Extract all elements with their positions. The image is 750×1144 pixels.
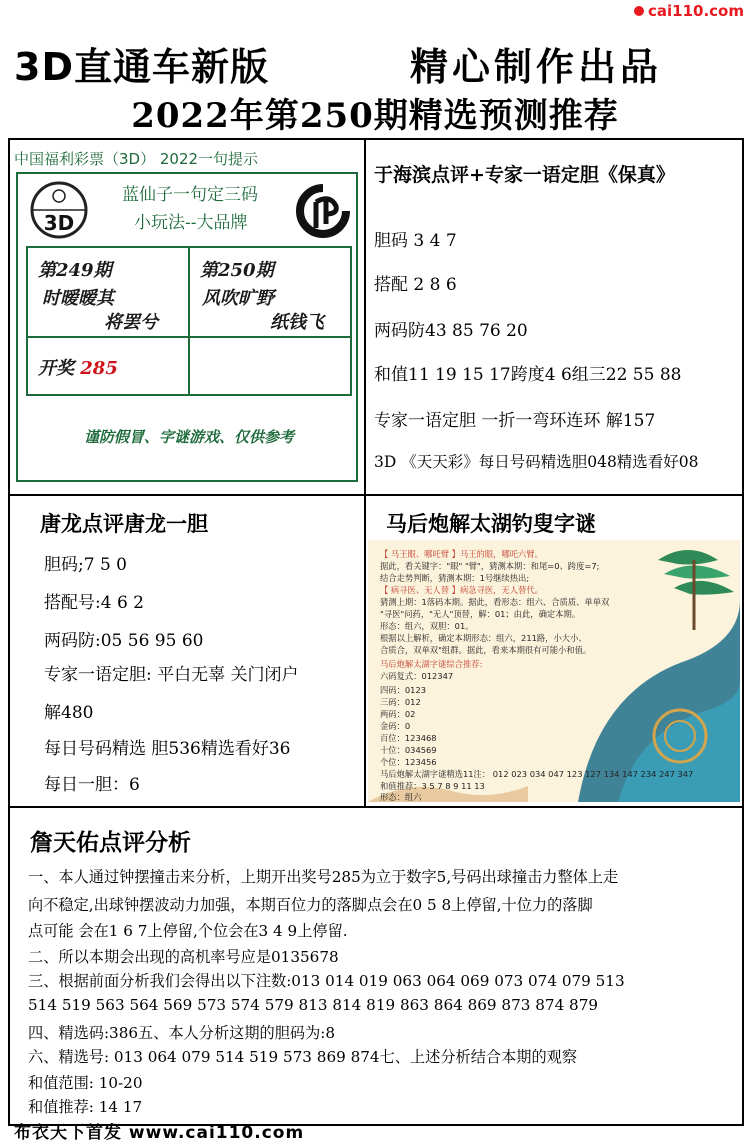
yuhaibin-line: 两码防43 85 76 20	[374, 321, 528, 341]
mahoupao-line: 合质合，双单双"组群。据此，看来本期很有可能小和值。	[380, 645, 592, 655]
ticket-box	[16, 172, 358, 482]
prev-hint-1: 时暧暧其	[42, 288, 114, 309]
column-divider	[364, 140, 366, 806]
next-hint-2: 纸钱飞	[270, 312, 324, 333]
welfare-lottery-logo-icon	[296, 184, 350, 238]
mahoupao-line: 金码：0	[380, 721, 411, 731]
yuhaibin-line: 专家一语定胆 一折一弯环连环 解157	[374, 411, 656, 431]
mahoupao-line: 据此，看关键字："眼" "臂"，猜测本期：和尾=0、跨度=7;	[380, 561, 600, 571]
yuhaibin-line: 胆码 3 4 7	[374, 231, 457, 251]
analysis-line: 六、精选号: 013 064 079 514 519 573 869 874七、上述分析结合本期的观察	[28, 1048, 578, 1066]
logo-3d-text: 3D	[43, 211, 75, 235]
site-tag-text: cai110.com	[648, 2, 744, 20]
tanglong-line: 搭配号:4 6 2	[44, 593, 144, 613]
ticket-warning: 谨防假冒、字谜游戏、仅供参考	[83, 428, 294, 446]
tanglong-line: 专家一语定胆: 平白无辜 关门闭户	[44, 665, 299, 685]
analysis-line: 向不稳定,出球钟摆波动力加强，本期百位力的落脚点会在0 5 8上停留,十位力的落脚	[28, 896, 593, 914]
mahoupao-line: 个位：123456	[380, 757, 437, 767]
row-divider-2	[10, 806, 744, 808]
yuhaibin-title: 于海滨点评+专家一语定胆《保真》	[374, 164, 675, 186]
mahoupao-line: 十位：034569	[380, 745, 437, 755]
lottery-3d-logo-icon	[28, 180, 90, 240]
mahoupao-line: 结合走势判断，猜测本期：1号继续热出;	[380, 573, 530, 583]
mahoupao-image	[368, 540, 740, 802]
mahoupao-red-line: 【 病寻医、无人替 】病急寻医，无人替代。	[380, 585, 543, 595]
tanglong-line: 每日一胆：6	[44, 775, 140, 795]
mahoupao-line: 和值推荐：3 5 7 8 9 11 13	[380, 781, 485, 791]
header	[0, 36, 750, 89]
lottery-ticket	[12, 142, 362, 492]
mahoupao-title: 马后炮解太湖钓叟字谜	[386, 511, 596, 536]
yuhaibin-line: 和值11 19 15 17跨度4 6组三22 55 88	[374, 365, 682, 385]
draw-value: 285	[80, 358, 118, 379]
next-hint-1: 风吹旷野	[202, 288, 274, 309]
yuhaibin-line: 搭配 2 8 6	[374, 275, 457, 295]
footer: 布衣天下首发 www.cai110.com	[14, 1123, 305, 1143]
header-right: 精心制作出品	[410, 45, 663, 89]
site-dot-icon	[634, 6, 644, 16]
analysis-line: 二、所以本期会出现的高机率号应是0135678	[28, 948, 339, 966]
yuhaibin-line: 3D 《天天彩》每日号码精选胆048精选看好08	[374, 453, 699, 471]
analysis-line: 和值范围: 10-20	[28, 1074, 143, 1092]
mahoupao-red-line: 马后炮解太湖字谜综合推荐:	[380, 659, 483, 669]
analysis-line: 514 519 563 564 569 573 574 579 813 814 819 863 864 869 873 874 879	[28, 996, 599, 1014]
prev-hint-2: 将罢兮	[104, 312, 158, 333]
mahoupao-line: 百位：123468	[380, 733, 437, 743]
mahoupao-line: "寻医"问药，"无人"顶替，解：01；由此，确定本期。	[380, 609, 581, 619]
analysis-line: 点可能 会在1 6 7上停留,个位会在3 4 9上停留.	[28, 922, 348, 940]
mahoupao-red-line: 【 马王眼、哪吒臂 】马王的眼，哪吒六臂。	[380, 549, 543, 559]
tanglong-line: 每日号码精选 胆536精选看好36	[44, 739, 291, 759]
prev-period: 第249期	[38, 260, 112, 281]
ticket-top-line: 中国福利彩票（3D） 2022一句提示	[14, 150, 259, 168]
site-tag	[634, 2, 744, 20]
analysis-line: 三、根据前面分析我们会得出以下注数:013 014 019 063 064 069 073 074 079 513	[28, 972, 625, 990]
mahoupao-line: 三码：012	[380, 697, 421, 707]
draw-label: 开奖	[38, 358, 74, 379]
mahoupao-line: 根据以上解析，确定本期形态：组六，211路，小大小、	[380, 633, 587, 643]
analysis-line: 一、本人通过钟摆撞击来分析，上期开出奖号285为立于数字5,号码出球撞击力整体上走	[28, 868, 619, 886]
mahoupao-line: 马后炮解太湖字谜精选11注： 012 023 034 047 123 127 134 147 234 247 347	[380, 769, 694, 779]
tanglong-line: 两码防:05 56 95 60	[44, 631, 204, 651]
grid-divider-h	[28, 336, 350, 338]
mahoupao-line: 形态：组六，双胆：01。	[380, 621, 474, 631]
grid-divider-v	[188, 248, 190, 394]
ticket-slogan-2: 小玩法--大品牌	[134, 213, 248, 233]
mahoupao-line: 两码：02	[380, 709, 416, 719]
tanglong-line: 解480	[44, 703, 94, 723]
page-title: 2022年第250期精选预测推荐	[131, 96, 619, 136]
header-left: 3D直通车新版	[14, 45, 269, 89]
mahoupao-line: 形态：组六	[380, 792, 422, 802]
mahoupao-line: 猜测上期：1落码本期。据此，看形态：组六、合质质、单单双	[380, 597, 610, 607]
row-divider-1	[10, 494, 744, 496]
mahoupao-line: 四码：0123	[380, 685, 427, 695]
tanglong-title: 唐龙点评唐龙一胆	[40, 511, 208, 536]
draw-result	[38, 354, 118, 380]
analysis-title: 詹天佑点评分析	[30, 829, 191, 856]
ticket-slogan-1: 蓝仙子一句定三码	[122, 185, 258, 205]
analysis-line: 和值推荐: 14 17	[28, 1098, 143, 1116]
ticket-grid	[26, 246, 352, 396]
tanglong-line: 胆码;7 5 0	[44, 555, 127, 575]
mahoupao-line: 六码复式：012347	[380, 671, 454, 681]
next-period: 第250期	[200, 260, 274, 281]
analysis-line: 四、精选码:386五、本人分析这期的胆码为:8	[28, 1024, 336, 1042]
